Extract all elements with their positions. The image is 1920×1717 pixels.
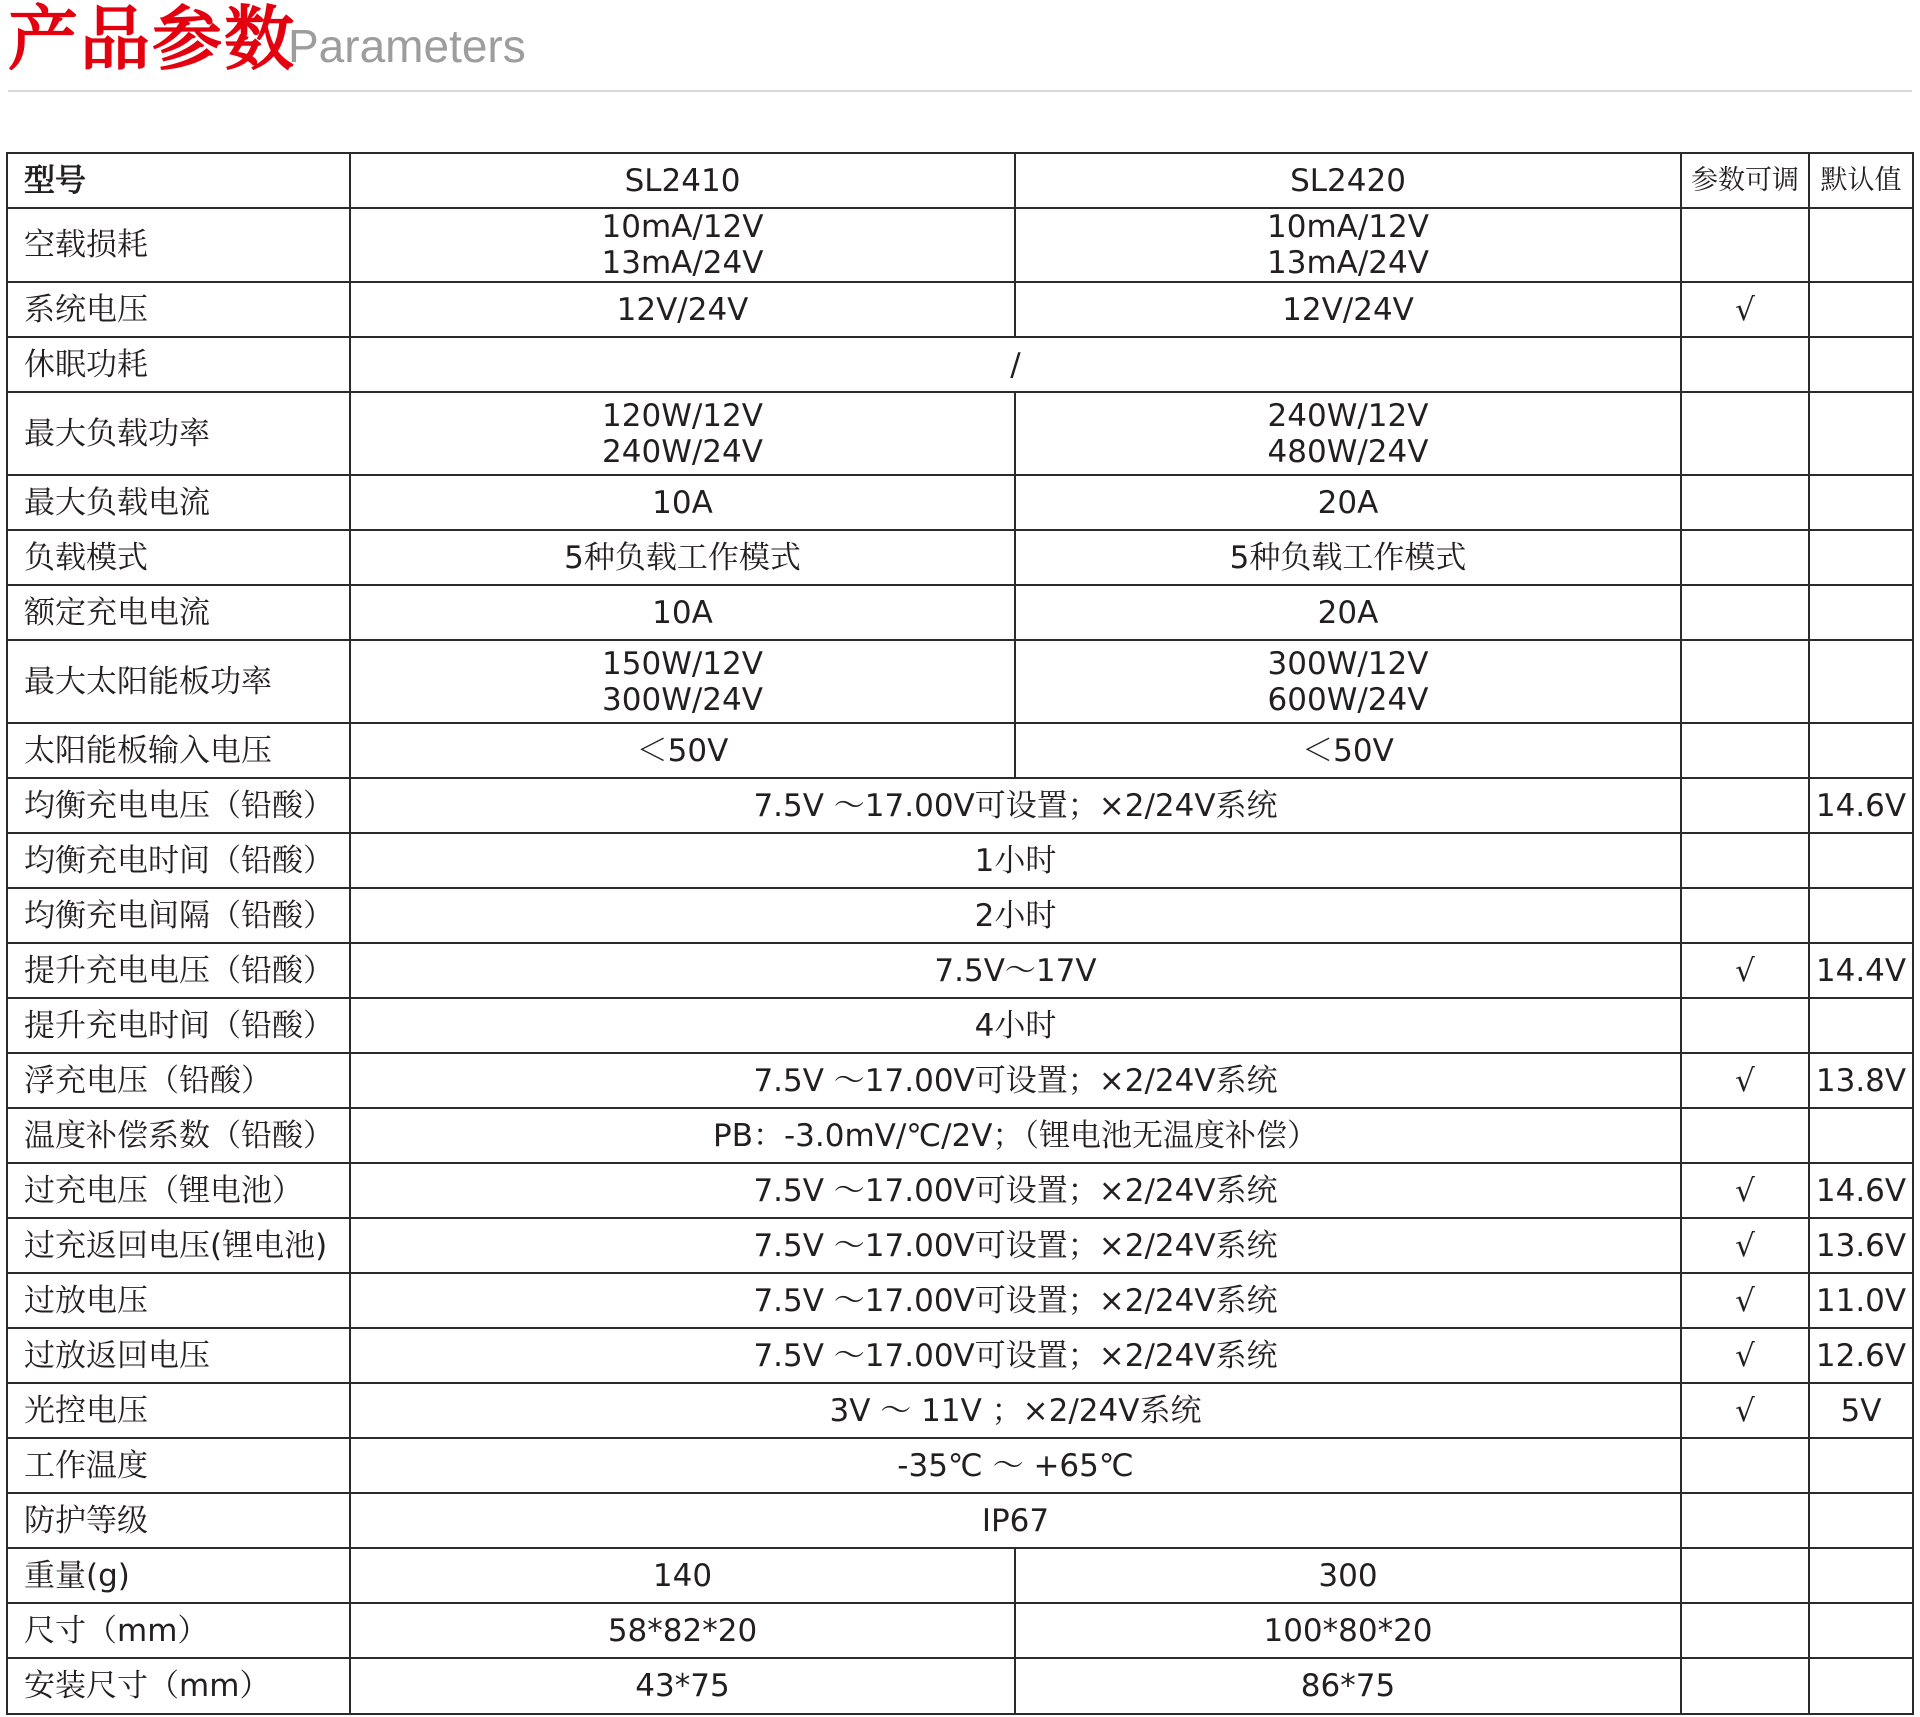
default-value-cell bbox=[1809, 1658, 1913, 1714]
merged-value-cell: 7.5V ～17.00V可设置；×2/24V系统 bbox=[350, 1328, 1681, 1383]
model-2-value-cell-line: ＜50V bbox=[1302, 732, 1394, 769]
row-label: 最大负载电流 bbox=[7, 475, 350, 530]
row-label: 太阳能板输入电压 bbox=[7, 723, 350, 778]
model-2-value-cell bbox=[1015, 208, 1681, 282]
row-label: 过充电压（锂电池） bbox=[7, 1163, 350, 1218]
default-value-cell bbox=[1809, 1603, 1913, 1658]
default-value-cell bbox=[1809, 337, 1913, 392]
table-row bbox=[7, 723, 1913, 778]
default-value-cell: 14.6V bbox=[1809, 778, 1913, 833]
table-row bbox=[7, 1548, 1913, 1603]
model-2-value-cell-line: 13mA/24V bbox=[1267, 245, 1429, 281]
row-label: 尺寸（mm） bbox=[7, 1603, 350, 1658]
header-adjustable: 参数可调 bbox=[1681, 153, 1809, 208]
model-2-value-cell-line: 300 bbox=[1318, 1557, 1378, 1594]
table-row bbox=[7, 475, 1913, 530]
model-2-value-cell bbox=[1015, 640, 1681, 723]
adjustable-cell: √ bbox=[1681, 1273, 1809, 1328]
adjustable-cell bbox=[1681, 1493, 1809, 1548]
table-row bbox=[7, 530, 1913, 585]
table-row bbox=[7, 1603, 1913, 1658]
model-2-value-cell bbox=[1015, 475, 1681, 530]
table-row bbox=[7, 1658, 1913, 1714]
default-value-cell: 11.0V bbox=[1809, 1273, 1913, 1328]
model-1-value-cell-line: 10A bbox=[652, 484, 713, 521]
adjustable-cell bbox=[1681, 1438, 1809, 1493]
model-1-value-cell-line: 300W/24V bbox=[602, 681, 763, 718]
table-row bbox=[7, 282, 1913, 337]
model-1-value-cell bbox=[350, 392, 1015, 475]
table-row bbox=[7, 1438, 1913, 1493]
table-row bbox=[7, 1218, 1913, 1273]
table-row bbox=[7, 1053, 1913, 1108]
model-1-value-cell bbox=[350, 282, 1015, 337]
header-model-1: SL2410 bbox=[350, 153, 1015, 208]
page-header bbox=[8, 0, 1912, 92]
merged-value-cell: 4小时 bbox=[350, 998, 1681, 1053]
table-row bbox=[7, 1108, 1913, 1163]
default-value-cell bbox=[1809, 833, 1913, 888]
model-1-value-cell-line: 43*75 bbox=[635, 1668, 730, 1704]
adjustable-cell: √ bbox=[1681, 943, 1809, 998]
model-2-value-cell-line: 86*75 bbox=[1300, 1668, 1396, 1704]
adjustable-cell bbox=[1681, 208, 1809, 282]
merged-value-cell: 7.5V ～17.00V可设置；×2/24V系统 bbox=[350, 1218, 1681, 1273]
row-label: 过充返回电压(锂电池) bbox=[7, 1218, 350, 1273]
model-1-value-cell bbox=[350, 208, 1015, 282]
default-value-cell: 13.8V bbox=[1809, 1053, 1913, 1108]
page-subtitle: Parameters bbox=[288, 20, 526, 72]
adjustable-cell bbox=[1681, 888, 1809, 943]
model-2-value-cell bbox=[1015, 1548, 1681, 1603]
row-label: 光控电压 bbox=[7, 1383, 350, 1438]
row-label: 浮充电压（铅酸） bbox=[7, 1053, 350, 1108]
adjustable-cell bbox=[1681, 585, 1809, 640]
table-header-row bbox=[7, 153, 1913, 208]
model-2-value-cell bbox=[1015, 282, 1681, 337]
adjustable-cell bbox=[1681, 392, 1809, 475]
row-label: 均衡充电间隔（铅酸） bbox=[7, 888, 350, 943]
model-2-value-cell bbox=[1015, 392, 1681, 475]
default-value-cell bbox=[1809, 888, 1913, 943]
table-row bbox=[7, 833, 1913, 888]
row-label: 休眠功耗 bbox=[7, 337, 350, 392]
table-row bbox=[7, 998, 1913, 1053]
model-1-value-cell-line: 120W/12V bbox=[602, 397, 763, 434]
header-default: 默认值 bbox=[1809, 153, 1913, 208]
default-value-cell bbox=[1809, 208, 1913, 282]
page-title: 产品参数 bbox=[8, 0, 296, 80]
table-row bbox=[7, 1493, 1913, 1548]
default-value-cell: 5V bbox=[1809, 1383, 1913, 1438]
default-value-cell bbox=[1809, 475, 1913, 530]
default-value-cell bbox=[1809, 1548, 1913, 1603]
model-2-value-cell-line: 600W/24V bbox=[1267, 681, 1429, 718]
model-2-value-cell bbox=[1015, 1658, 1681, 1714]
default-value-cell: 14.6V bbox=[1809, 1163, 1913, 1218]
row-label: 均衡充电时间（铅酸） bbox=[7, 833, 350, 888]
model-1-value-cell bbox=[350, 475, 1015, 530]
default-value-cell bbox=[1809, 585, 1913, 640]
default-value-cell bbox=[1809, 282, 1913, 337]
default-value-cell: 14.4V bbox=[1809, 943, 1913, 998]
model-2-value-cell-line: 100*80*20 bbox=[1263, 1612, 1433, 1649]
table-row bbox=[7, 943, 1913, 998]
model-1-value-cell-line: 13mA/24V bbox=[601, 245, 764, 281]
adjustable-cell bbox=[1681, 1658, 1809, 1714]
table-row bbox=[7, 1273, 1913, 1328]
row-label: 防护等级 bbox=[7, 1493, 350, 1548]
model-1-value-cell bbox=[350, 640, 1015, 723]
row-label: 过放电压 bbox=[7, 1273, 350, 1328]
row-label: 最大太阳能板功率 bbox=[7, 640, 350, 723]
model-2-value-cell-line: 10mA/12V bbox=[1267, 209, 1429, 245]
model-2-value-cell bbox=[1015, 530, 1681, 585]
default-value-cell: 12.6V bbox=[1809, 1328, 1913, 1383]
row-label: 重量(g) bbox=[7, 1548, 350, 1603]
model-1-value-cell-line: 12V/24V bbox=[616, 291, 749, 328]
table-row bbox=[7, 1383, 1913, 1438]
table-row bbox=[7, 640, 1913, 723]
merged-value-cell: 7.5V ～17.00V可设置；×2/24V系统 bbox=[350, 778, 1681, 833]
model-1-value-cell bbox=[350, 530, 1015, 585]
model-2-value-cell bbox=[1015, 723, 1681, 778]
default-value-cell: 13.6V bbox=[1809, 1218, 1913, 1273]
header-model-2: SL2420 bbox=[1015, 153, 1681, 208]
model-1-value-cell-line: 240W/24V bbox=[602, 433, 763, 470]
model-1-value-cell-line: 5种负载工作模式 bbox=[564, 539, 801, 576]
default-value-cell bbox=[1809, 1108, 1913, 1163]
row-label: 额定充电电流 bbox=[7, 585, 350, 640]
model-1-value-cell bbox=[350, 1548, 1015, 1603]
model-1-value-cell bbox=[350, 723, 1015, 778]
merged-value-cell: 7.5V～17V bbox=[350, 943, 1681, 998]
model-1-value-cell-line: 150W/12V bbox=[602, 645, 763, 682]
row-label: 最大负载功率 bbox=[7, 392, 350, 475]
model-2-value-cell-line: 5种负载工作模式 bbox=[1229, 539, 1467, 576]
merged-value-cell: -35℃ ～ +65℃ bbox=[350, 1438, 1681, 1493]
model-2-value-cell-line: 20A bbox=[1317, 484, 1379, 521]
merged-value-cell: 1小时 bbox=[350, 833, 1681, 888]
row-label: 空载损耗 bbox=[7, 208, 350, 282]
merged-value-cell: 2小时 bbox=[350, 888, 1681, 943]
adjustable-cell: √ bbox=[1681, 1218, 1809, 1273]
row-label: 温度补偿系数（铅酸） bbox=[7, 1108, 350, 1163]
merged-value-cell: 7.5V ～17.00V可设置；×2/24V系统 bbox=[350, 1163, 1681, 1218]
adjustable-cell bbox=[1681, 1108, 1809, 1163]
table-row bbox=[7, 392, 1913, 475]
table-row bbox=[7, 888, 1913, 943]
adjustable-cell bbox=[1681, 778, 1809, 833]
adjustable-cell bbox=[1681, 530, 1809, 585]
header-model: 型号 bbox=[7, 153, 350, 208]
row-label: 负载模式 bbox=[7, 530, 350, 585]
model-2-value-cell bbox=[1015, 585, 1681, 640]
model-1-value-cell-line: 140 bbox=[652, 1557, 713, 1594]
model-1-value-cell bbox=[350, 585, 1015, 640]
table-row bbox=[7, 778, 1913, 833]
table-row bbox=[7, 585, 1913, 640]
table-row bbox=[7, 337, 1913, 392]
merged-value-cell: 7.5V ～17.00V可设置；×2/24V系统 bbox=[350, 1053, 1681, 1108]
adjustable-cell bbox=[1681, 723, 1809, 778]
adjustable-cell bbox=[1681, 640, 1809, 723]
default-value-cell bbox=[1809, 530, 1913, 585]
parameters-table bbox=[6, 152, 1914, 1715]
adjustable-cell bbox=[1681, 833, 1809, 888]
adjustable-cell: √ bbox=[1681, 1053, 1809, 1108]
default-value-cell bbox=[1809, 392, 1913, 475]
model-1-value-cell-line: 58*82*20 bbox=[607, 1612, 758, 1649]
model-1-value-cell-line: 10mA/12V bbox=[601, 209, 764, 245]
row-label: 安装尺寸（mm） bbox=[7, 1658, 350, 1714]
merged-value-cell: PB：-3.0mV/℃/2V；（锂电池无温度补偿） bbox=[350, 1108, 1681, 1163]
model-2-value-cell bbox=[1015, 1603, 1681, 1658]
model-2-value-cell-line: 300W/12V bbox=[1267, 645, 1429, 682]
merged-value-cell: 7.5V ～17.00V可设置；×2/24V系统 bbox=[350, 1273, 1681, 1328]
row-label: 提升充电时间（铅酸） bbox=[7, 998, 350, 1053]
model-1-value-cell-line: 10A bbox=[652, 594, 713, 631]
default-value-cell bbox=[1809, 998, 1913, 1053]
row-label: 均衡充电电压（铅酸） bbox=[7, 778, 350, 833]
model-2-value-cell-line: 20A bbox=[1317, 594, 1379, 631]
adjustable-cell bbox=[1681, 337, 1809, 392]
merged-value-cell: / bbox=[350, 337, 1681, 392]
merged-value-cell: 3V ～ 11V ；×2/24V系统 bbox=[350, 1383, 1681, 1438]
model-2-value-cell-line: 12V/24V bbox=[1282, 291, 1414, 328]
default-value-cell bbox=[1809, 723, 1913, 778]
row-label: 过放返回电压 bbox=[7, 1328, 350, 1383]
model-2-value-cell-line: 240W/12V bbox=[1267, 397, 1429, 434]
model-1-value-cell bbox=[350, 1603, 1015, 1658]
model-1-value-cell-line: ＜50V bbox=[636, 732, 729, 769]
adjustable-cell: √ bbox=[1681, 1163, 1809, 1218]
merged-value-cell: IP67 bbox=[350, 1493, 1681, 1548]
table-row bbox=[7, 208, 1913, 282]
row-label: 工作温度 bbox=[7, 1438, 350, 1493]
default-value-cell bbox=[1809, 640, 1913, 723]
model-1-value-cell bbox=[350, 1658, 1015, 1714]
default-value-cell bbox=[1809, 1493, 1913, 1548]
adjustable-cell bbox=[1681, 1548, 1809, 1603]
default-value-cell bbox=[1809, 1438, 1913, 1493]
row-label: 系统电压 bbox=[7, 282, 350, 337]
model-2-value-cell-line: 480W/24V bbox=[1267, 433, 1429, 470]
adjustable-cell: √ bbox=[1681, 1328, 1809, 1383]
adjustable-cell bbox=[1681, 1603, 1809, 1658]
table-row bbox=[7, 1328, 1913, 1383]
row-label: 提升充电电压（铅酸） bbox=[7, 943, 350, 998]
adjustable-cell: √ bbox=[1681, 282, 1809, 337]
adjustable-cell bbox=[1681, 998, 1809, 1053]
table-row bbox=[7, 1163, 1913, 1218]
adjustable-cell: √ bbox=[1681, 1383, 1809, 1438]
adjustable-cell bbox=[1681, 475, 1809, 530]
